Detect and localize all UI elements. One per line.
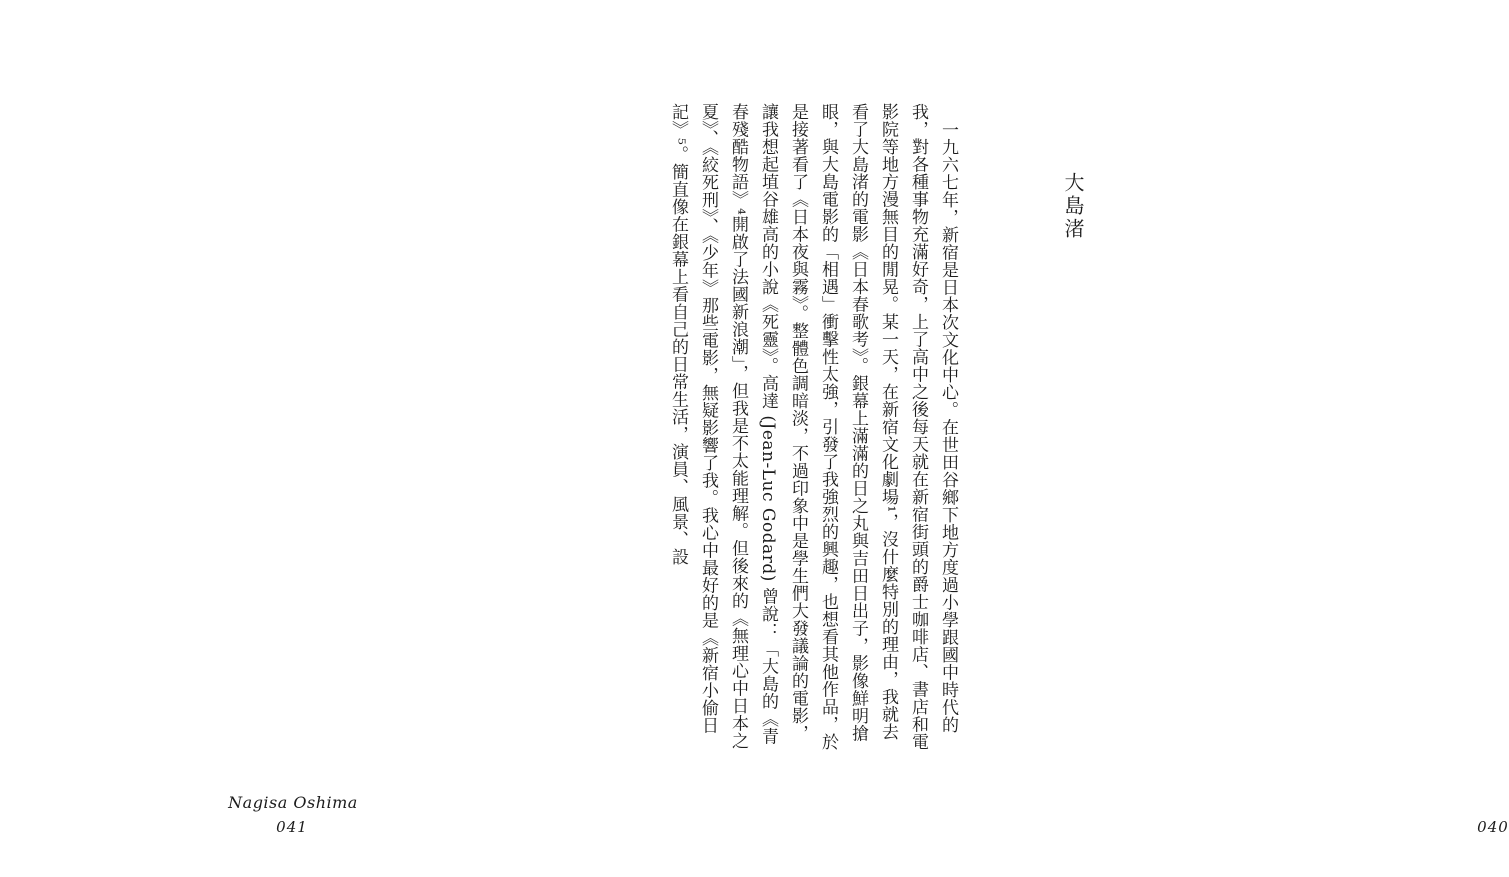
right-page-text-block (663, 103, 963, 751)
page-number-left: 041 (276, 818, 308, 836)
book-page-right (600, 0, 1509, 877)
paragraph: 一九六七年，新宿是日本次文化中心。在世田谷鄉下地方度過小學跟國中時代的我，對各種事物充滿好奇，上了高中之後每天就在新宿街頭的爵士咖啡店、書店和電影院等地方漫無目的閒晃。某一天，在新宿文化劇場¹，沒什麼特別的理由，我就去看了大島渚的電影《日本春歌考》。銀幕上滿滿的日之丸與吉田日出子，影像鮮明搶眼，與大島電影的「相遇」衝擊性太強，引發了我強烈的興趣，也想看其他作品，於是接著看了《日本夜與霧》。整體色調暗淡，不過印象中是學生們大發議論的電影，讓我想起埴谷雄高的小說《死靈》。高達 (Jean-Luc Godard) 曾說：「大島的《青春殘酷物語》⁴開啟了法國新浪潮」，但我是不太能理解。但後來的《無理心中日本之夏》、《絞死刑》、《少年》那些電影，無疑影響了我。我心中最好的是《新宿小偷日記》⁵。簡直像在銀幕上看自己的日常生活，演員、風景、設 (668, 103, 958, 751)
running-head: Nagisa Oshima (228, 793, 358, 812)
book-page-left (0, 0, 600, 877)
chapter-title: 大島渚 (1061, 172, 1085, 241)
page-number-right: 040 (1477, 818, 1509, 836)
